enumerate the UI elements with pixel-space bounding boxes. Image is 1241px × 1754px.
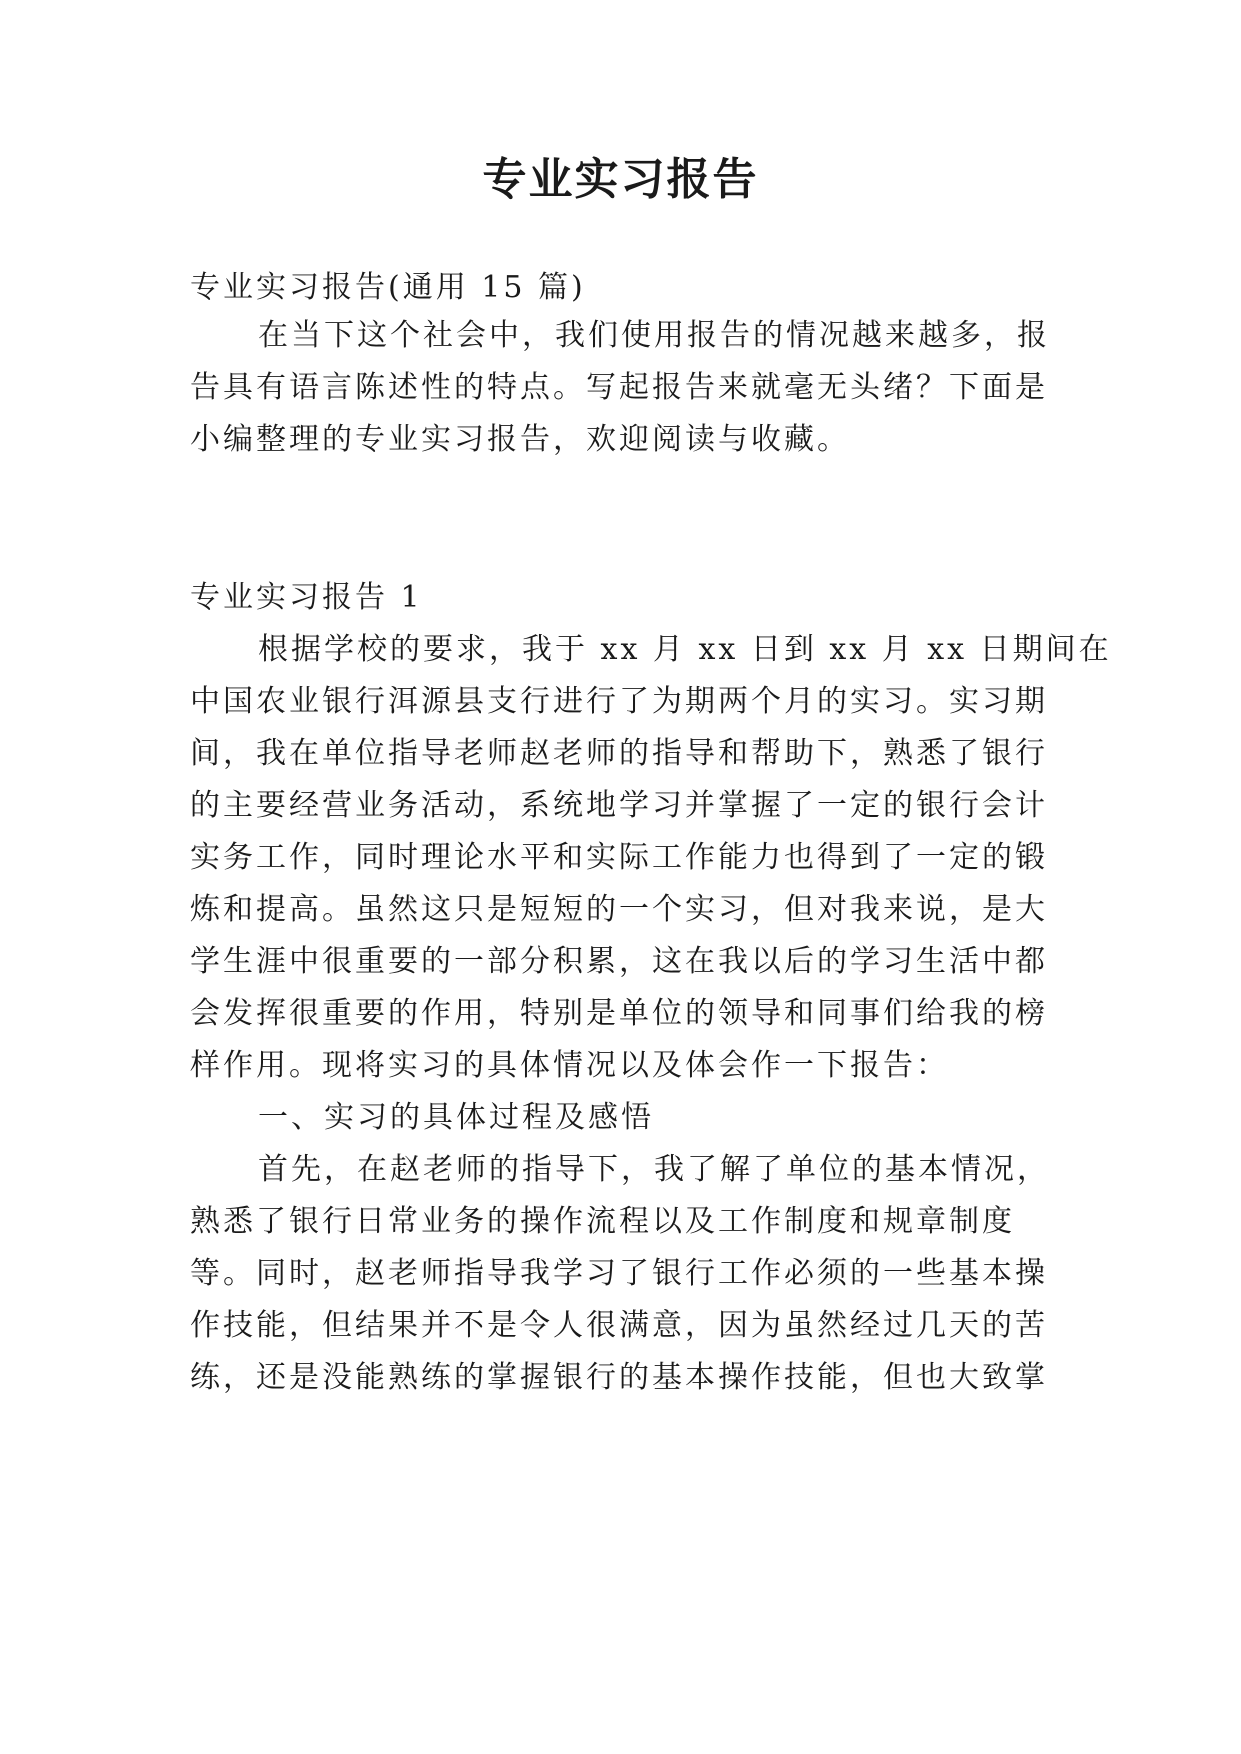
body-line: 会发挥很重要的作用，特别是单位的领导和同事们给我的榜: [190, 996, 1048, 1031]
body-line: 样作用。现将实习的具体情况以及体会作一下报告：: [190, 1048, 949, 1083]
section-heading: 专业实习报告 1: [190, 580, 423, 615]
body-line: 间，我在单位指导老师赵老师的指导和帮助下，熟悉了银行: [190, 736, 1048, 771]
intro-line: 小编整理的专业实习报告，欢迎阅读与收藏。: [190, 422, 850, 457]
body-line: 练，还是没能熟练的掌握银行的基本操作技能，但也大致掌: [190, 1360, 1048, 1395]
body-line: 熟悉了银行日常业务的操作流程以及工作制度和规章制度: [190, 1204, 1015, 1239]
document-title: 专业实习报告: [482, 154, 759, 205]
body-line: 根据学校的要求，我于 xx 月 xx 日到 xx 月 xx 日期间在: [258, 632, 1112, 667]
document-subtitle: 专业实习报告(通用 15 篇): [190, 270, 586, 305]
body-line: 炼和提高。虽然这只是短短的一个实习，但对我来说，是大: [190, 892, 1048, 927]
body-line: 的主要经营业务活动，系统地学习并掌握了一定的银行会计: [190, 788, 1048, 823]
body-line: 等。同时，赵老师指导我学习了银行工作必须的一些基本操: [190, 1256, 1048, 1291]
intro-line: 在当下这个社会中，我们使用报告的情况越来越多，报: [258, 318, 1050, 353]
body-line: 作技能，但结果并不是令人很满意，因为虽然经过几天的苦: [190, 1308, 1048, 1343]
body-line: 实务工作，同时理论水平和实际工作能力也得到了一定的锻: [190, 840, 1048, 875]
intro-line: 告具有语言陈述性的特点。写起报告来就毫无头绪？下面是: [190, 370, 1048, 405]
body-line: 学生涯中很重要的一部分积累，这在我以后的学习生活中都: [190, 944, 1048, 979]
body-line: 中国农业银行洱源县支行进行了为期两个月的实习。实习期: [190, 684, 1048, 719]
body-line: 首先，在赵老师的指导下，我了解了单位的基本情况，: [258, 1152, 1050, 1187]
subheading: 一、实习的具体过程及感悟: [258, 1100, 654, 1135]
